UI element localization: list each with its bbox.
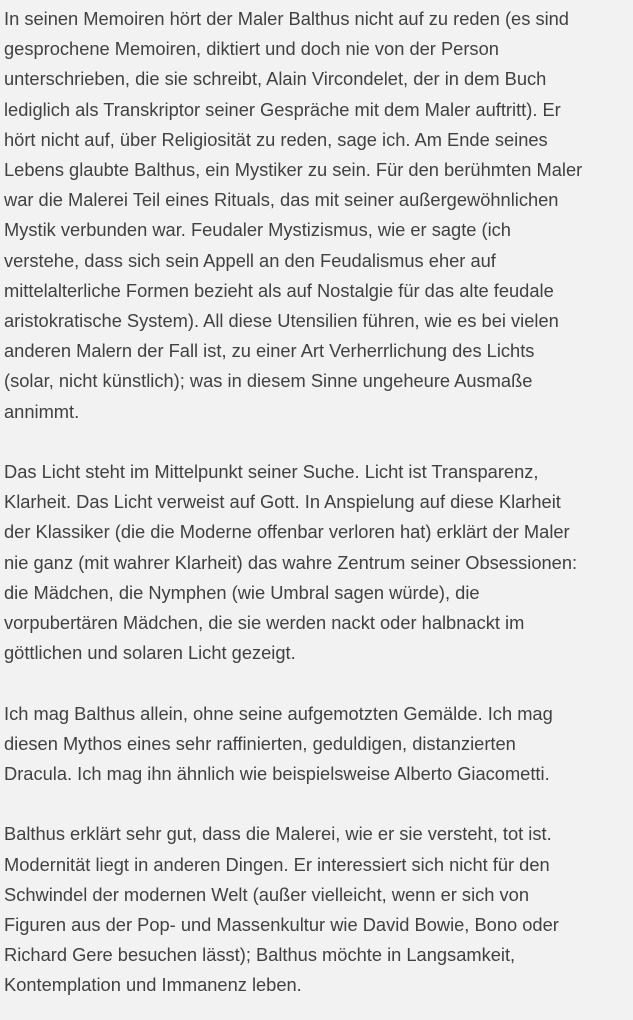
text-line: In seinen Memoiren hört der Maler Balthus nicht auf zu reden (es sind — [4, 8, 569, 29]
text-line: Modernität liegt in anderen Dingen. Er interessiert sich nicht für den — [4, 853, 550, 875]
text-line: Schwindel der modernen Welt (außer vielleicht, wenn er sich von — [4, 883, 529, 905]
text-line: aristokratische System). All diese Utensilien führen, wie es bei vielen — [4, 310, 559, 332]
text-line: unterschrieben, die sie schreibt, Alain Vircondelet, der in dem Buch — [4, 68, 547, 90]
text-line: nie ganz (mit wahrer Klarheit) das wahre Zentrum seiner Obsessionen: — [4, 551, 578, 573]
text-line: hört nicht auf, über Religiosität zu reden, sage ich. Am Ende seines — [4, 128, 548, 150]
text-line: war die Malerei Teil eines Rituals, das mit seiner außergewöhnlichen — [4, 189, 559, 211]
paragraph-1 — [4, 4, 629, 427]
text-line: Klarheit. Das Licht verweist auf Gott. In Anspielung auf diese Klarheit — [4, 491, 561, 513]
text-line: Richard Gere besuchen lässt); Balthus möchte in Langsamkeit, — [4, 944, 516, 966]
paragraph-4 — [4, 819, 629, 1000]
text-line: vorpubertären Mädchen, die sie werden nackt oder halbnackt im — [4, 612, 525, 634]
text-line: (solar, nicht künstlich); was in diesem Sinne ungeheure Ausmaße — [4, 370, 533, 392]
paragraph-3 — [4, 699, 629, 790]
text-line: Lebens glaubte Balthus, ein Mystiker zu sein. Für den berühmten Maler — [4, 159, 583, 181]
text-line: lediglich als Transkriptor seiner Gespräche mit dem Maler auftritt). Er — [4, 98, 561, 120]
text-line: göttlichen und solaren Licht gezeigt. — [4, 642, 296, 664]
text-line: Balthus erklärt sehr gut, dass die Malerei, wie er sie versteht, tot ist. — [4, 823, 552, 845]
text-line: Mystik verbunden war. Feudaler Mystizismus, wie er sagte (ich — [4, 219, 511, 241]
text-line: anderen Malern der Fall ist, zu einer Art Verherrlichung des Lichts — [4, 340, 535, 362]
text-line: Figuren aus der Pop- und Massenkultur wie David Bowie, Bono oder — [4, 914, 559, 936]
text-line: Dracula. Ich mag ihn ähnlich wie beispielsweise Alberto Giacometti. — [4, 763, 550, 785]
text-line: verstehe, dass sich sein Appell an den Feudalismus eher auf — [4, 249, 496, 271]
text-line: der Klassiker (die die Moderne offenbar verloren hat) erklärt der Maler — [4, 521, 570, 543]
text-line: mittelalterliche Formen bezieht als auf Nostalgie für das alte feudale — [4, 279, 554, 301]
text-line: gesprochene Memoiren, diktiert und doch nie von der Person — [4, 38, 499, 60]
text-line: die Mädchen, die Nymphen (wie Umbral sagen würde), die — [4, 581, 480, 603]
text-line: Kontemplation und Immanenz leben. — [4, 974, 302, 996]
text-line: Ich mag Balthus allein, ohne seine aufgemotzten Gemälde. Ich mag — [4, 702, 553, 724]
paragraph-2 — [4, 457, 629, 668]
text-line: Das Licht steht im Mittelpunkt seiner Suche. Licht ist Transparenz, — [4, 461, 539, 483]
article-body — [4, 4, 629, 1001]
text-line: diesen Mythos eines sehr raffinierten, geduldigen, distanzierten — [4, 732, 516, 754]
text-line: annimmt. — [4, 400, 80, 422]
